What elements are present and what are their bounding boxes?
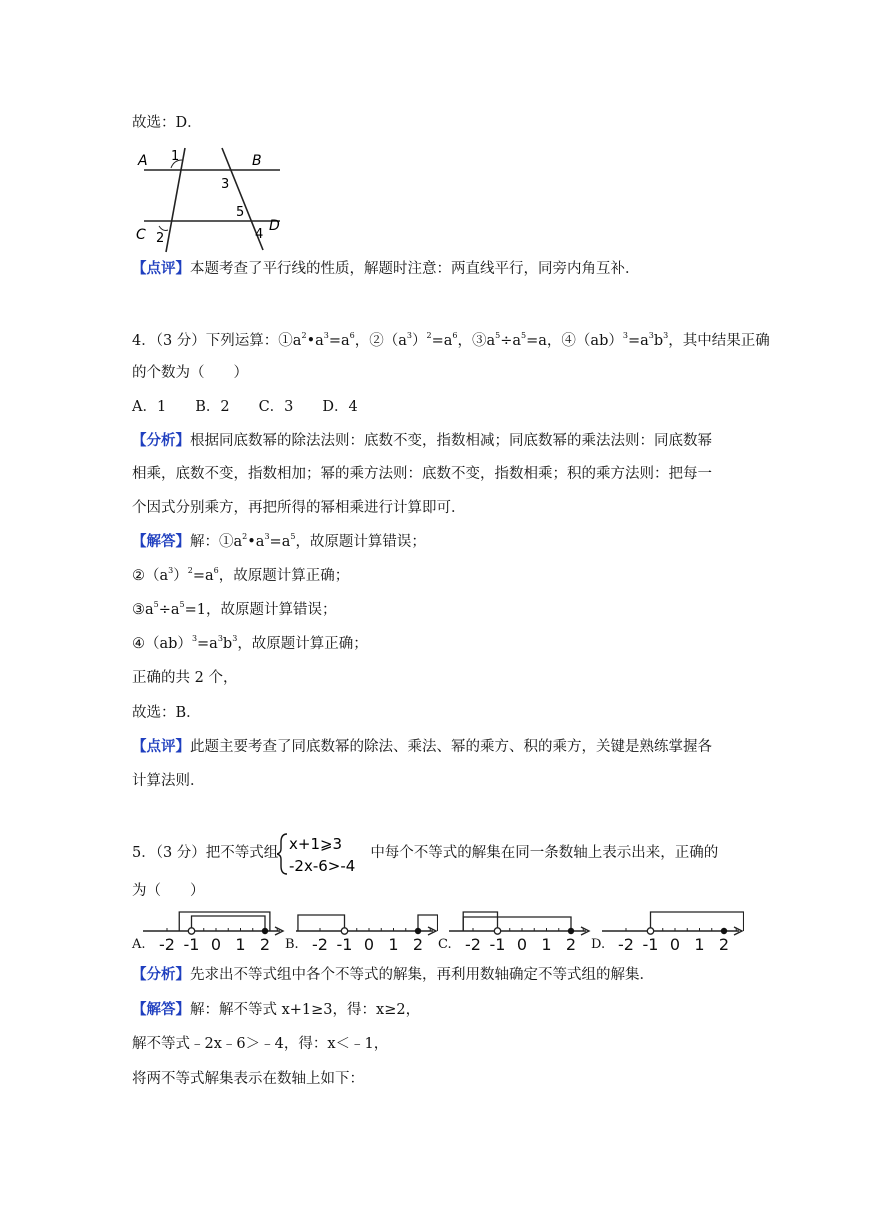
tick-label: 0 (210, 935, 222, 953)
open-point (341, 928, 347, 934)
closed-point (262, 928, 268, 934)
q3-answer: 故选：D． (132, 115, 202, 131)
solution-bracket (418, 915, 438, 931)
brace (277, 834, 287, 874)
solution-bracket (298, 915, 345, 931)
q5-solution-1: 【解答】解：解不等式 x+1≥3，得：x≥2， (132, 1001, 421, 1018)
solution-bracket (463, 917, 571, 931)
q4-analysis-3: 个因式分别乘方，再把所得的幂相乘进行计算即可． (132, 500, 466, 516)
open-point (494, 928, 500, 934)
closed-point (568, 928, 574, 934)
closed-point (721, 928, 727, 934)
q4-stem: 4．（3 分）下列运算：$①a^2•a^3=a^6$，$②(a^3)^2=a^6$，$③a^5\div a^5=a$，$④(ab)^3=a^3b^3$，其中结果正确 (132, 331, 770, 349)
tick-label: 0 (516, 935, 528, 953)
q4-comment-2: 计算法则． (132, 773, 205, 789)
q5-solution-2: 解不等式﹣2x﹣6＞﹣4，得：x＜﹣1， (132, 1036, 389, 1052)
parallel-lines-figure (128, 142, 288, 254)
q4-comment-1: 【点评】此题主要考查了同底数幂的除法、乘法、幂的乘方、积的乘方，关键是熟练掌握各 (132, 738, 712, 755)
q5-stem: 5．（3 分）把不等式组 中每个不等式的解集在同一条数轴上表示出来，正确的 (132, 845, 719, 861)
q3-comment: 【点评】本题考查了平行线的性质，解题时注意：两直线平行，同旁内角互补． (132, 260, 640, 277)
inequality-system (277, 830, 373, 878)
label-d: D (269, 218, 280, 234)
q4-answer: 故选：B． (132, 705, 201, 721)
tick-label: 1 (235, 935, 246, 953)
tick-label: 2 (259, 935, 271, 953)
option-b-letter: B. (285, 937, 299, 952)
q4-options: A．1 B．2 C．3 D．4 (132, 399, 358, 415)
q5-analysis: 【分析】先求出不等式组中各个不等式的解集，再利用数轴确定不等式组的解集． (132, 966, 654, 983)
label-a: A (138, 153, 148, 169)
solution-bracket (651, 912, 744, 931)
system-line-1: x+1⩾3 (289, 835, 343, 853)
tick-label: -2 (312, 935, 328, 953)
tick-label: 2 (565, 935, 577, 953)
tick-label: 1 (541, 935, 552, 953)
tick-label: -1 (642, 935, 659, 953)
open-point (188, 928, 194, 934)
label-b: B (252, 153, 262, 169)
closed-point (415, 928, 421, 934)
tick-label: -2 (618, 935, 634, 953)
number-line-a (143, 907, 285, 953)
tick-label: -1 (183, 935, 200, 953)
angle-5: 5 (236, 205, 245, 220)
tick-label: 1 (388, 935, 399, 953)
label-c: C (136, 227, 146, 243)
q4-solution-count: 正确的共 2 个， (132, 670, 238, 686)
number-line-b (296, 907, 438, 953)
option-d-letter: D. (591, 937, 606, 952)
q4-solution-4: $④(ab)^3=a^3b^3$，故原题计算正确； (132, 634, 368, 652)
tick-label: 2 (718, 935, 730, 953)
q4-analysis-2: 相乘，底数不变，指数相加；幂的乘方法则：底数不变，指数相乘；积的乘方法则：把每一 (132, 466, 712, 482)
open-point (647, 928, 653, 934)
solution-bracket (463, 912, 497, 931)
q4-stem-line2: 的个数为（ ） (132, 365, 248, 381)
tick-label: -1 (489, 935, 506, 953)
option-c-letter: C. (438, 937, 452, 952)
angle-3: 3 (221, 177, 230, 192)
q4-solution-2: $②(a^3)^2=a^6$，故原题计算正确； (132, 566, 350, 584)
q4-analysis-1: 【分析】根据同底数幂的除法法则：底数不变，指数相减；同底数幂的乘法法则：同底数幂 (132, 432, 712, 449)
tick-label: -1 (336, 935, 353, 953)
tick-label: 1 (694, 935, 705, 953)
angle-2: 2 (156, 231, 165, 246)
q4-solution-3: $③a^5\div a^5=1$，故原题计算错误； (132, 600, 337, 618)
number-line-d (602, 907, 744, 953)
q5-solution-3: 将两不等式解集表示在数轴上如下： (132, 1071, 364, 1087)
tick-label: 2 (412, 935, 424, 953)
angle-1: 1 (171, 149, 180, 164)
q4-solution-1: 【解答】解：$①a^2•a^3=a^5$，故原题计算错误； (132, 532, 426, 550)
angle-4: 4 (255, 227, 264, 242)
number-line-c (449, 907, 591, 953)
tick-label: -2 (159, 935, 175, 953)
tick-label: 0 (669, 935, 681, 953)
system-line-2: -2x-6>-4 (289, 857, 356, 875)
tick-label: -2 (465, 935, 481, 953)
q5-stem-line2: 为（ ） (132, 883, 205, 899)
option-a-letter: A. (132, 937, 146, 952)
tick-label: 0 (363, 935, 375, 953)
